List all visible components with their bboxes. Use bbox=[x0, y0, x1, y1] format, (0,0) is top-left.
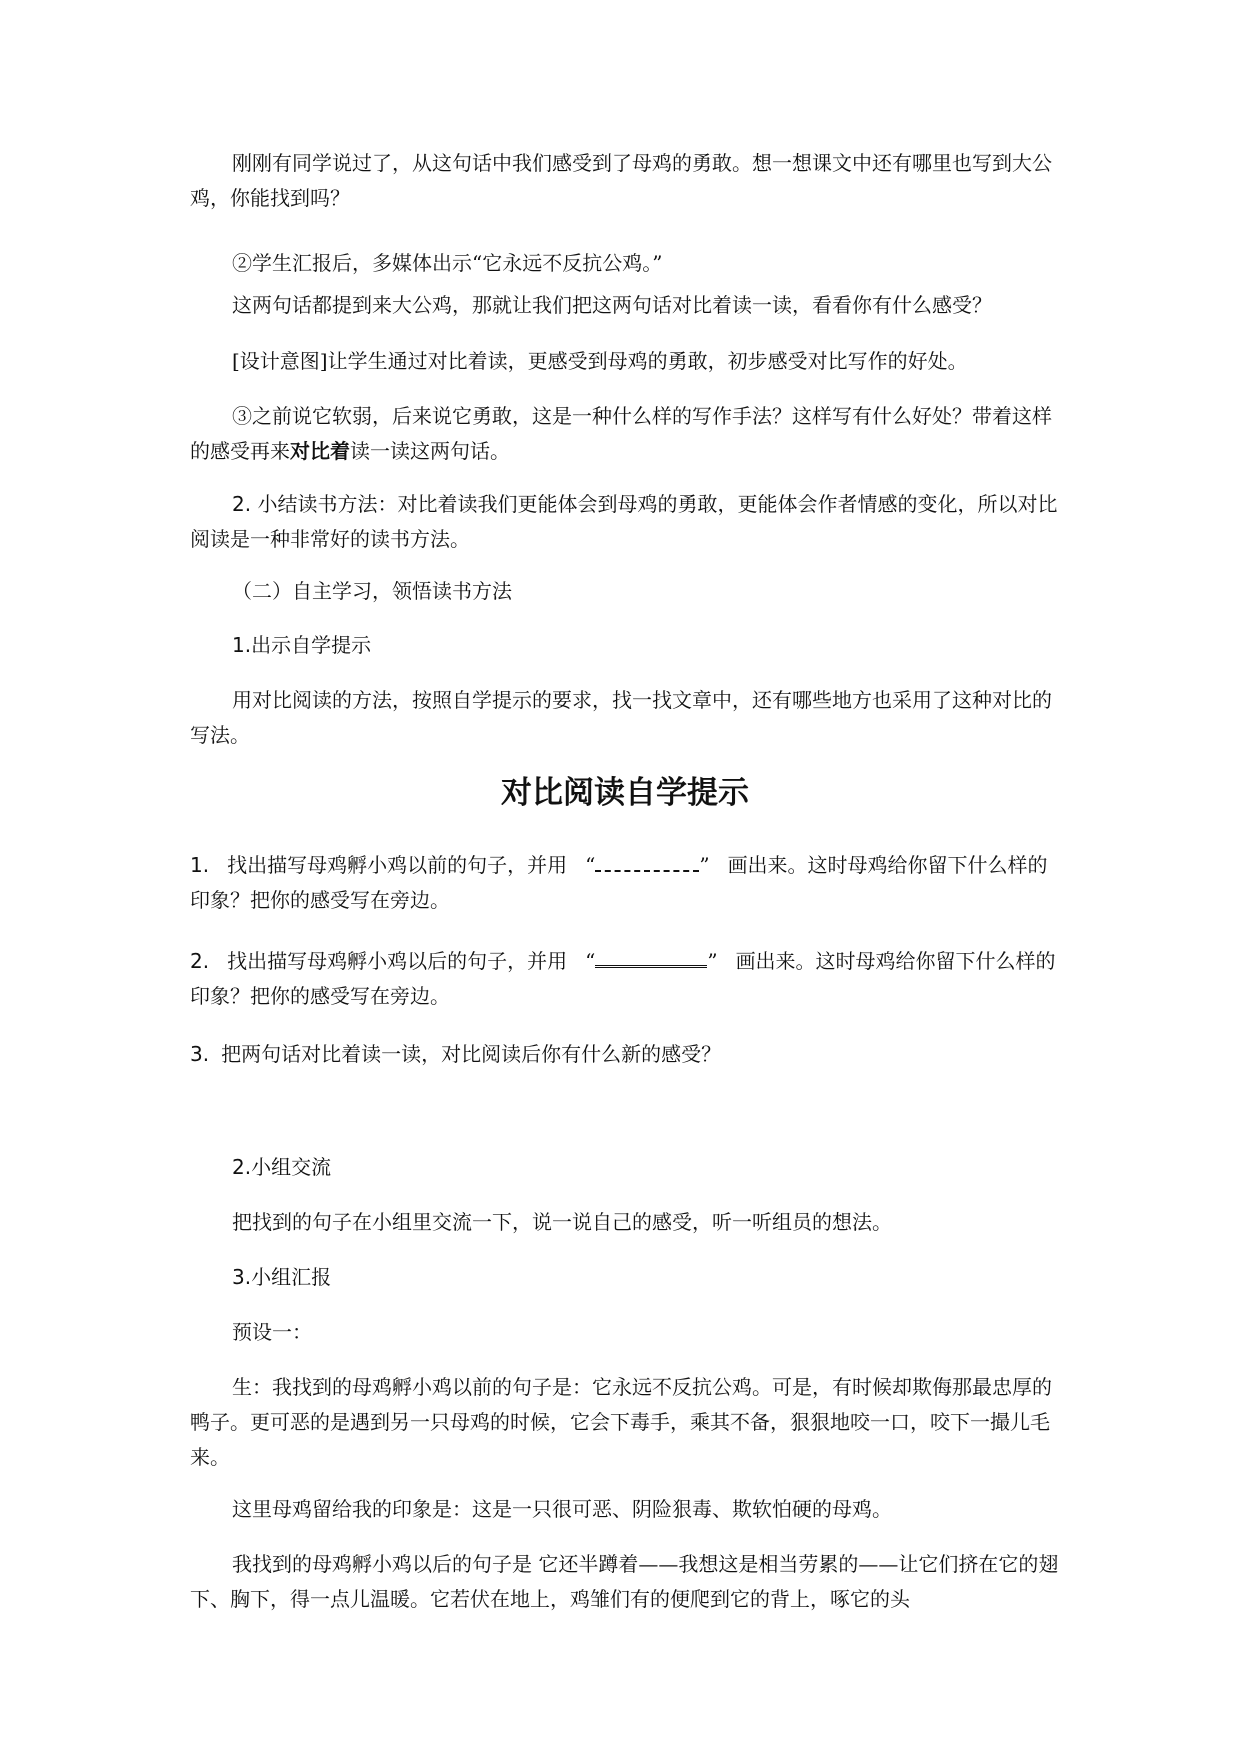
prompt-item-2-close-quote: ” bbox=[707, 949, 718, 973]
prompt-item-2-text-a: 找出描写母鸡孵小鸡以后的句子，并用 bbox=[227, 949, 568, 973]
paragraph-design-intent: [设计意图]让学生通过对比着读，更感受到母鸡的勇敢，初步感受对比写作的好处。 bbox=[232, 349, 968, 373]
prompt-item-1-number: 1. bbox=[190, 853, 210, 877]
prompt-item-1-open-quote: “ bbox=[585, 853, 596, 877]
paragraph-intro-question: 刚刚有同学说过了，从这句话中我们感受到了母鸡的勇敢。想一想课文中还有哪里也写到大公鸡，你能找到吗？ bbox=[190, 151, 1052, 210]
technique-text-after: 读一读这两句话。 bbox=[350, 439, 510, 463]
double-underline-sample bbox=[595, 951, 707, 968]
paragraph-student-answer-after: 我找到的母鸡孵小鸡以后的句子是 它还半蹲着——我想这是相当劳累的——让它们挤在它的翅下、胸下，得一点儿温暖。它若伏在地上，鸡雏们有的便爬到它的背上，啄它的头 bbox=[190, 1552, 1059, 1611]
prompt-item-2 bbox=[190, 944, 1060, 1014]
paragraph-impression: 这里母鸡留给我的印象是：这是一只很可恶、阴险狠毒、欺软怕硬的母鸡。 bbox=[232, 1497, 892, 1521]
paragraph-student-answer-before: 生：我找到的母鸡孵小鸡以前的句子是：它永远不反抗公鸡。可是，有时候却欺侮那最忠厚的鸭子。更可恶的是遇到另一只母鸡的时候，它会下毒手，乘其不备，狠狠地咬一口，咬下一撮儿毛来。 bbox=[190, 1375, 1052, 1469]
step-text: 小组交流 bbox=[251, 1155, 332, 1179]
prompt-box-title: 对比阅读自学提示 bbox=[501, 775, 749, 811]
preset-one-label: 预设一： bbox=[232, 1320, 312, 1344]
prompt-item-2-open-quote: “ bbox=[585, 949, 596, 973]
prompt-item-3-number: 3. bbox=[190, 1042, 210, 1066]
step-group-discussion bbox=[190, 1150, 1060, 1185]
step-number: 1. bbox=[232, 633, 252, 657]
step-text: 出示自学提示 bbox=[251, 633, 372, 657]
summary-text: 小结读书方法：对比着读我们更能体会到母鸡的勇敢，更能体会作者情感的变化，所以对比阅读是一种非常好的读书方法。 bbox=[190, 492, 1058, 551]
dashed-underline-sample bbox=[595, 856, 699, 872]
prompt-item-2-number: 2. bbox=[190, 949, 210, 973]
prompt-item-1 bbox=[190, 848, 1060, 918]
paragraph-compare-two-sentences: 这两句话都提到来大公鸡，那就让我们把这两句话对比着读一读，看看你有什么感受？ bbox=[232, 293, 992, 317]
prompt-item-3-text: 把两句话对比着读一读，对比阅读后你有什么新的感受？ bbox=[221, 1042, 722, 1066]
step-number: 2. bbox=[232, 1155, 252, 1179]
technique-emphasis: 对比着 bbox=[290, 439, 350, 463]
prompt-item-1-text-b: 画出来。这时母鸡给你留下什么样的印象？把你的感受写在旁边。 bbox=[190, 853, 1048, 912]
section-heading-self-study: （二）自主学习，领悟读书方法 bbox=[232, 579, 512, 603]
step-show-prompt bbox=[190, 628, 1060, 663]
paragraph-summary-method bbox=[190, 487, 1060, 557]
step-number: 3. bbox=[232, 1265, 252, 1289]
step-text: 小组汇报 bbox=[251, 1265, 332, 1289]
summary-number: 2. bbox=[232, 492, 252, 516]
paragraph-writing-technique bbox=[190, 399, 1060, 469]
prompt-item-3 bbox=[190, 1037, 1060, 1072]
prompt-item-2-text-b: 画出来。这时母鸡给你留下什么样的印象？把你的感受写在旁边。 bbox=[190, 949, 1056, 1008]
prompt-item-1-text-a: 找出描写母鸡孵小鸡以前的句子，并用 bbox=[227, 853, 568, 877]
step-group-report bbox=[190, 1260, 1060, 1295]
paragraph-find-contrast: 用对比阅读的方法，按照自学提示的要求，找一找文章中，还有哪些地方也采用了这种对比的写法。 bbox=[190, 688, 1052, 747]
paragraph-group-exchange: 把找到的句子在小组里交流一下，说一说自己的感受，听一听组员的想法。 bbox=[232, 1210, 892, 1234]
prompt-item-1-close-quote: ” bbox=[699, 853, 710, 877]
paragraph-student-report: ②学生汇报后，多媒体出示“它永远不反抗公鸡。” bbox=[232, 251, 663, 275]
technique-text-before: ③之前说它软弱，后来说它勇敢，这是一种什么样的写作手法？这样写有什么好处？带着这样的感受再来 bbox=[190, 404, 1052, 463]
